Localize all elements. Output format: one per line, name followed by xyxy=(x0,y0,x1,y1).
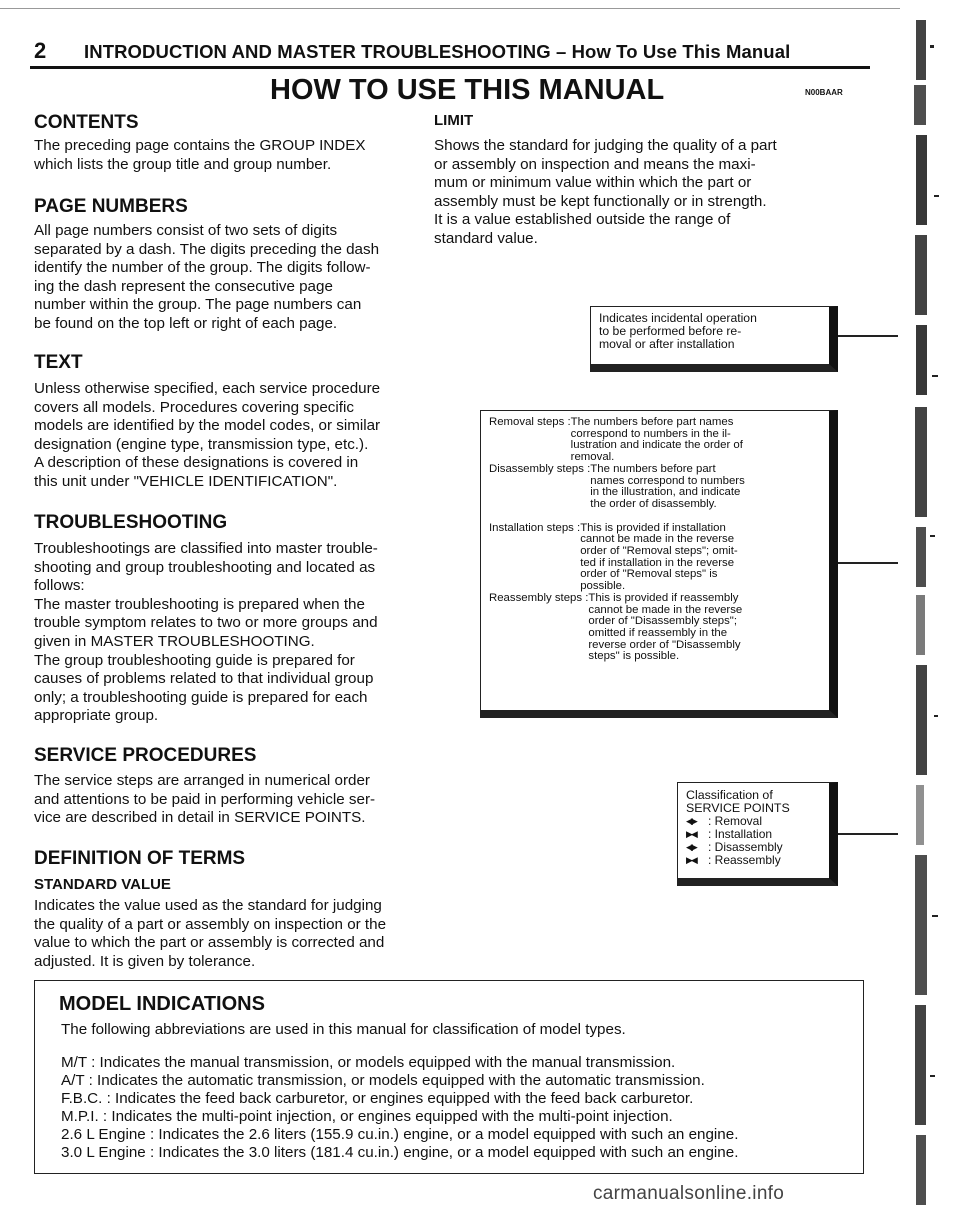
reassembly-steps-text: This is provided if reassembly cannot be made in the reverse order of "Disassembly steps"; omitted if reassembly in the reverse order of "Disassembly steps" is possible. xyxy=(588,591,743,663)
model-line-2-6l: 2.6 L Engine : Indicates the 2.6 liters (155.9 cu.in.) engine, or a model equipped with such an engine. xyxy=(61,1126,739,1143)
limit-heading: LIMIT xyxy=(434,112,474,129)
troubleshooting-heading: TROUBLESHOOTING xyxy=(34,512,228,533)
scan-top-rule xyxy=(0,8,900,9)
incidental-leader-line xyxy=(838,335,898,337)
installation-steps-label: Installation steps : xyxy=(489,521,581,534)
definition-heading: DEFINITION OF TERMS xyxy=(34,848,246,869)
reassembly-label: : Reassembly xyxy=(708,853,781,868)
removal-steps-row xyxy=(489,417,821,464)
removal-steps-text: The numbers before part names correspond to numbers in the il- lustration and indicate the order of removal. xyxy=(570,416,743,464)
document-code: N00BAAR xyxy=(805,88,843,97)
reassembly-arrows-icon: ▶◀ xyxy=(686,855,696,866)
page-number: 2 xyxy=(34,38,47,63)
classification-reassembly xyxy=(686,854,821,867)
service-procedures-text: The service steps are arranged in numerical order and attentions to be paid in performing vehicle ser- vice are described in detail in SERVICE POINTS. xyxy=(34,772,376,827)
incidental-operation-callout xyxy=(590,306,838,372)
installation-arrows-icon: ▶◀ xyxy=(686,829,696,840)
installation-steps-row xyxy=(489,523,821,593)
model-line-mt: M/T : Indicates the manual transmission, or models equipped with the manual transmission. xyxy=(61,1054,676,1071)
reassembly-steps-label: Reassembly steps : xyxy=(489,591,589,604)
installation-steps-text: This is provided if installation cannot be made in the reverse order of "Removal steps"; omit- ted if installation in the reverse order of "Removal steps" is possible. xyxy=(580,521,738,593)
model-line-fbc: F.B.C. : Indicates the feed back carburetor, or engines equipped with the feed back carburetor. xyxy=(61,1090,694,1107)
standard-value-text: Indicates the value used as the standard for judging the quality of a part or assembly on inspection or the value to which the part or assembly is corrected and adjusted. It is given by tolerance. xyxy=(34,897,387,970)
installation-label: : Installation xyxy=(708,827,773,842)
model-line-mpi: M.P.I. : Indicates the multi-point injection, or engines equipped with the multi-point injection. xyxy=(61,1108,673,1125)
page-title: HOW TO USE THIS MANUAL xyxy=(270,74,665,106)
watermark: carmanualsonline.info xyxy=(593,1183,785,1204)
disassembly-arrows-icon: ◀▶ xyxy=(686,842,696,853)
service-procedures-heading: SERVICE PROCEDURES xyxy=(34,745,257,766)
text-body: Unless otherwise specified, each service procedure covers all models. Procedures covering specific models are identified by the model codes, or similar designation (engine type, transmission type, etc.). A description of these designations is covered in this unit under "VEHICLE IDENTIFICATION". xyxy=(34,380,381,490)
disassembly-label: : Disassembly xyxy=(708,840,783,855)
classification-callout xyxy=(677,782,838,886)
model-line-3-0l: 3.0 L Engine : Indicates the 3.0 liters (181.4 cu.in.) engine, or a model equipped with such an engine. xyxy=(61,1144,739,1161)
disassembly-steps-text: The numbers before part names correspond to numbers in the illustration, and indicate the order of disassembly. xyxy=(590,462,745,510)
model-indications-intro: The following abbreviations are used in this manual for classification of model types. xyxy=(61,1021,626,1038)
scan-edge-artifact xyxy=(890,15,958,1210)
steps-callout xyxy=(480,410,838,718)
classification-leader-line xyxy=(838,833,898,835)
disassembly-steps-label: Disassembly steps : xyxy=(489,462,591,475)
header-rule xyxy=(30,66,870,69)
contents-heading: CONTENTS xyxy=(34,112,139,133)
steps-leader-line xyxy=(838,562,898,564)
incidental-operation-text: Indicates incidental operation to be performed before re- moval or after installation xyxy=(599,311,757,352)
reassembly-steps-row xyxy=(489,593,821,663)
model-line-at: A/T : Indicates the automatic transmission, or models equipped with the automatic transmission. xyxy=(61,1072,705,1089)
page-numbers-heading: PAGE NUMBERS xyxy=(34,196,188,217)
page-numbers-text: All page numbers consist of two sets of digits separated by a dash. The digits preceding the dash identify the number of the group. The digits follow- ing the dash represent the consecutive page number within the group. The page numbers can be found on the top left or right of each page. xyxy=(34,222,380,332)
standard-value-subheading: STANDARD VALUE xyxy=(34,876,171,893)
removal-arrows-icon: ◀▶ xyxy=(686,816,696,827)
classification-title: Classification of SERVICE POINTS xyxy=(686,788,790,816)
contents-text: The preceding page contains the GROUP INDEX which lists the group title and group number. xyxy=(34,137,366,173)
text-heading: TEXT xyxy=(34,352,83,373)
troubleshooting-text: Troubleshootings are classified into master trouble- shooting and group troubleshooting and located as follows: The master troubleshooting is prepared when the trouble symptom relates to two or more groups and given in MASTER TROUBLESHOOTING. The group troubleshooting guide is prepared for causes of problems related to that individual group only; a troubleshooting guide is prepared for each appropriate group. xyxy=(34,540,378,725)
removal-label: : Removal xyxy=(708,814,763,829)
model-indications-box xyxy=(34,980,864,1174)
disassembly-steps-row xyxy=(489,464,821,511)
removal-steps-label: Removal steps : xyxy=(489,416,571,428)
limit-text: Shows the standard for judging the quality of a part or assembly on inspection and means the maxi- mum or minimum value within which the part or assembly must be kept functionally or in strength. It is a value established outside the range of standard value. xyxy=(434,137,777,247)
model-indications-heading: MODEL INDICATIONS xyxy=(59,993,265,1015)
running-header: INTRODUCTION AND MASTER TROUBLESHOOTING – How To Use This Manual xyxy=(84,41,791,62)
